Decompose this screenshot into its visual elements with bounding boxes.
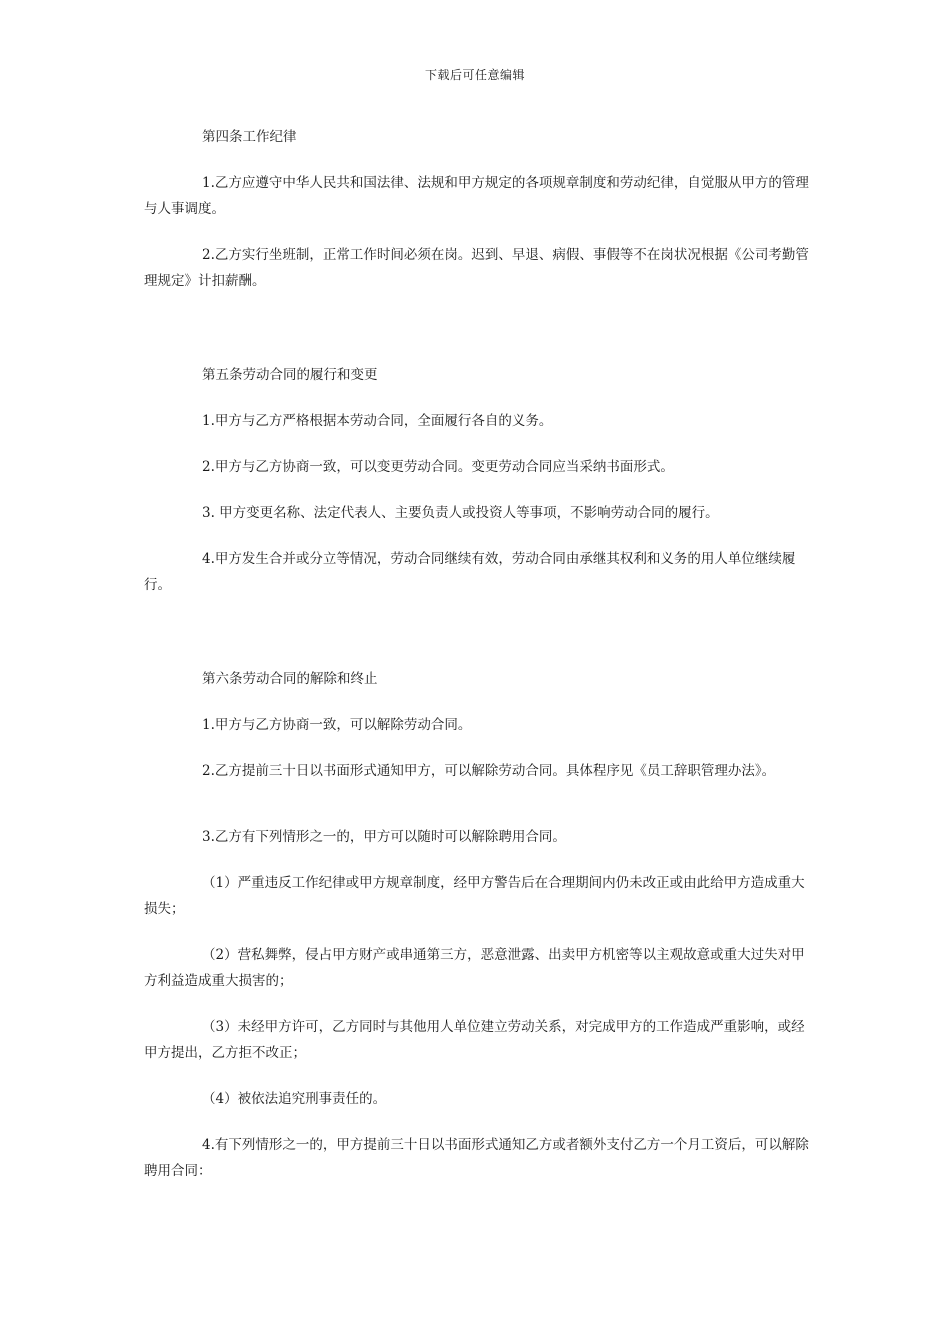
paragraph: 2.甲方与乙方协商一致，可以变更劳动合同。变更劳动合同应当采纳书面形式。 <box>202 459 674 475</box>
list-item: （3）未经甲方许可，乙方同时与其他用人单位建立劳动关系，对完成甲方的工作造成严重影响，或经甲方提出，乙方拒不改正； <box>144 1019 805 1061</box>
paragraph: 1.乙方应遵守中华人民共和国法律、法规和甲方规定的各项规章制度和劳动纪律，自觉服从甲方的管理与人事调度。 <box>144 175 809 217</box>
section-heading-4: 第四条工作纪律 <box>202 129 297 145</box>
paragraph: 4.有下列情形之一的，甲方提前三十日以书面形式通知乙方或者额外支付乙方一个月工资后，可以解除聘用合同： <box>144 1137 809 1179</box>
list-item: （1）严重违反工作纪律或甲方规章制度，经甲方警告后在合理期间内仍未改正或由此给甲方造成重大损失； <box>144 875 805 917</box>
paragraph: 1.甲方与乙方严格根据本劳动合同，全面履行各自的义务。 <box>202 413 553 429</box>
paragraph: 4.甲方发生合并或分立等情况，劳动合同继续有效，劳动合同由承继其权利和义务的用人单位继续履行。 <box>144 551 796 593</box>
paragraph: 2.乙方实行坐班制，正常工作时间必须在岗。迟到、早退、病假、事假等不在岗状况根据《公司考勤管理规定》计扣薪酬。 <box>144 247 809 289</box>
paragraph: 1.甲方与乙方协商一致，可以解除劳动合同。 <box>202 717 472 733</box>
page-header: 下载后可任意编辑 <box>424 68 525 82</box>
list-item: （4）被依法追究刑事责任的。 <box>202 1091 387 1107</box>
document-body <box>144 124 810 1184</box>
section-heading-6: 第六条劳动合同的解除和终止 <box>202 671 378 687</box>
section-heading-5: 第五条劳动合同的履行和变更 <box>202 367 378 383</box>
paragraph: 3. 甲方变更名称、法定代表人、主要负责人或投资人等事项，不影响劳动合同的履行。 <box>202 505 719 521</box>
paragraph: 3.乙方有下列情形之一的，甲方可以随时可以解除聘用合同。 <box>202 829 566 845</box>
list-item: （2）营私舞弊，侵占甲方财产或串通第三方，恶意泄露、出卖甲方机密等以主观故意或重大过失对甲方利益造成重大损害的； <box>144 947 805 989</box>
paragraph: 2.乙方提前三十日以书面形式通知甲方，可以解除劳动合同。具体程序见《员工辞职管理办法》。 <box>202 763 776 779</box>
